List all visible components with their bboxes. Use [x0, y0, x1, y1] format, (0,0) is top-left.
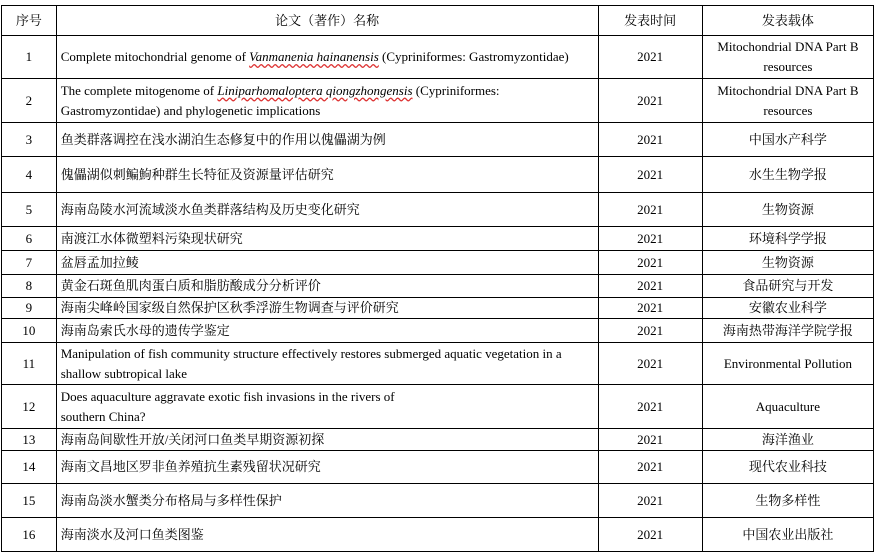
paper-title: Manipulation of fish community structure effectively restores submerged aquatic vegetation in a shallow subtropical lake [56, 343, 598, 385]
year: 2021 [598, 36, 702, 79]
venue: 水生生物学报 [702, 157, 873, 193]
table-row [2, 157, 874, 193]
paper-title: 海南岛索氏水母的遗传学鉴定 [56, 319, 598, 343]
table-row [2, 193, 874, 227]
row-number: 15 [2, 484, 57, 518]
row-number: 4 [2, 157, 57, 193]
table-row [2, 275, 874, 298]
year: 2021 [598, 429, 702, 451]
row-number: 11 [2, 343, 57, 385]
table-row [2, 251, 874, 275]
table-row [2, 36, 874, 79]
venue: 环境科学学报 [702, 227, 873, 251]
paper-title: 海南岛淡水蟹类分布格局与多样性保护 [56, 484, 598, 518]
table-row [2, 429, 874, 451]
row-number: 14 [2, 451, 57, 484]
title-line: Does aquaculture aggravate exotic fish invasions in the rivers of [60, 388, 395, 404]
header-venue: 发表载体 [702, 6, 873, 36]
row-number: 7 [2, 251, 57, 275]
venue: 生物多样性 [702, 484, 873, 518]
paper-title [56, 385, 598, 429]
species-name: Liniparhomaloptera qiongzhongensis [217, 82, 413, 98]
table-row [2, 227, 874, 251]
row-number: 16 [2, 518, 57, 552]
year: 2021 [598, 451, 702, 484]
year: 2021 [598, 123, 702, 157]
paper-title: 鱼类群落调控在浅水湖泊生态修复中的作用以傀儡湖为例 [56, 123, 598, 157]
table-row [2, 319, 874, 343]
paper-title: 傀儡湖似刺鳊鮈种群生长特征及资源量评估研究 [56, 157, 598, 193]
title-text: The complete mitogenome of [60, 82, 218, 98]
year: 2021 [598, 157, 702, 193]
paper-title: 黄金石斑鱼肌肉蛋白质和脂肪酸成分分析评价 [56, 275, 598, 298]
paper-title [56, 79, 598, 123]
title-text: (Cypriniformes: Gastromyzontidae) [378, 49, 569, 64]
year: 2021 [598, 251, 702, 275]
year: 2021 [598, 298, 702, 319]
row-number: 1 [2, 36, 57, 79]
paper-title: 海南淡水及河口鱼类图鉴 [56, 518, 598, 552]
header-no: 序号 [2, 6, 57, 36]
title-text: Complete mitochondrial genome of [60, 49, 250, 64]
venue: 中国农业出版社 [702, 518, 873, 552]
venue: Aquaculture [702, 385, 873, 429]
table-row [2, 79, 874, 123]
paper-title: 海南岛间歇性开放/关闭河口鱼类早期资源初探 [56, 429, 598, 451]
table-row [2, 518, 874, 552]
paper-title: 海南尖峰岭国家级自然保护区秋季浮游生物调查与评价研究 [56, 298, 598, 319]
venue: 生物资源 [702, 193, 873, 227]
row-number: 2 [2, 79, 57, 123]
paper-title: 海南文昌地区罗非鱼养殖抗生素残留状况研究 [56, 451, 598, 484]
header-row [2, 6, 874, 36]
year: 2021 [598, 343, 702, 385]
venue: Environmental Pollution [702, 343, 873, 385]
venue: 生物资源 [702, 251, 873, 275]
table-row [2, 484, 874, 518]
title-text: (Cypriniformes: Gastromyzontidae) and phylogenetic implications [60, 82, 500, 118]
venue: 现代农业科技 [702, 451, 873, 484]
row-number: 8 [2, 275, 57, 298]
year: 2021 [598, 79, 702, 123]
row-number: 9 [2, 298, 57, 319]
row-number: 3 [2, 123, 57, 157]
venue: 海洋渔业 [702, 429, 873, 451]
row-number: 13 [2, 429, 57, 451]
year: 2021 [598, 193, 702, 227]
paper-title: 盆唇孟加拉鲮 [56, 251, 598, 275]
table-row [2, 123, 874, 157]
header-title: 论文（著作）名称 [56, 6, 598, 36]
venue: 海南热带海洋学院学报 [702, 319, 873, 343]
row-number: 6 [2, 227, 57, 251]
table-row [2, 343, 874, 385]
row-number: 12 [2, 385, 57, 429]
year: 2021 [598, 484, 702, 518]
year: 2021 [598, 319, 702, 343]
row-number: 10 [2, 319, 57, 343]
title-line: southern China? [60, 408, 146, 424]
year: 2021 [598, 385, 702, 429]
venue: 中国水产科学 [702, 123, 873, 157]
table-row [2, 451, 874, 484]
species-name: Vanmanenia hainanensis [249, 49, 379, 64]
year: 2021 [598, 227, 702, 251]
header-year: 发表时间 [598, 6, 702, 36]
paper-title: 南渡江水体微塑料污染现状研究 [56, 227, 598, 251]
venue: 食品研究与开发 [702, 275, 873, 298]
year: 2021 [598, 275, 702, 298]
row-number: 5 [2, 193, 57, 227]
publications-table [1, 5, 874, 552]
paper-title [56, 36, 598, 79]
venue: 安徽农业科学 [702, 298, 873, 319]
table-row [2, 298, 874, 319]
venue: Mitochondrial DNA Part B resources [702, 79, 873, 123]
year: 2021 [598, 518, 702, 552]
paper-title: 海南岛陵水河流域淡水鱼类群落结构及历史变化研究 [56, 193, 598, 227]
table-row [2, 385, 874, 429]
venue: Mitochondrial DNA Part B resources [702, 36, 873, 79]
